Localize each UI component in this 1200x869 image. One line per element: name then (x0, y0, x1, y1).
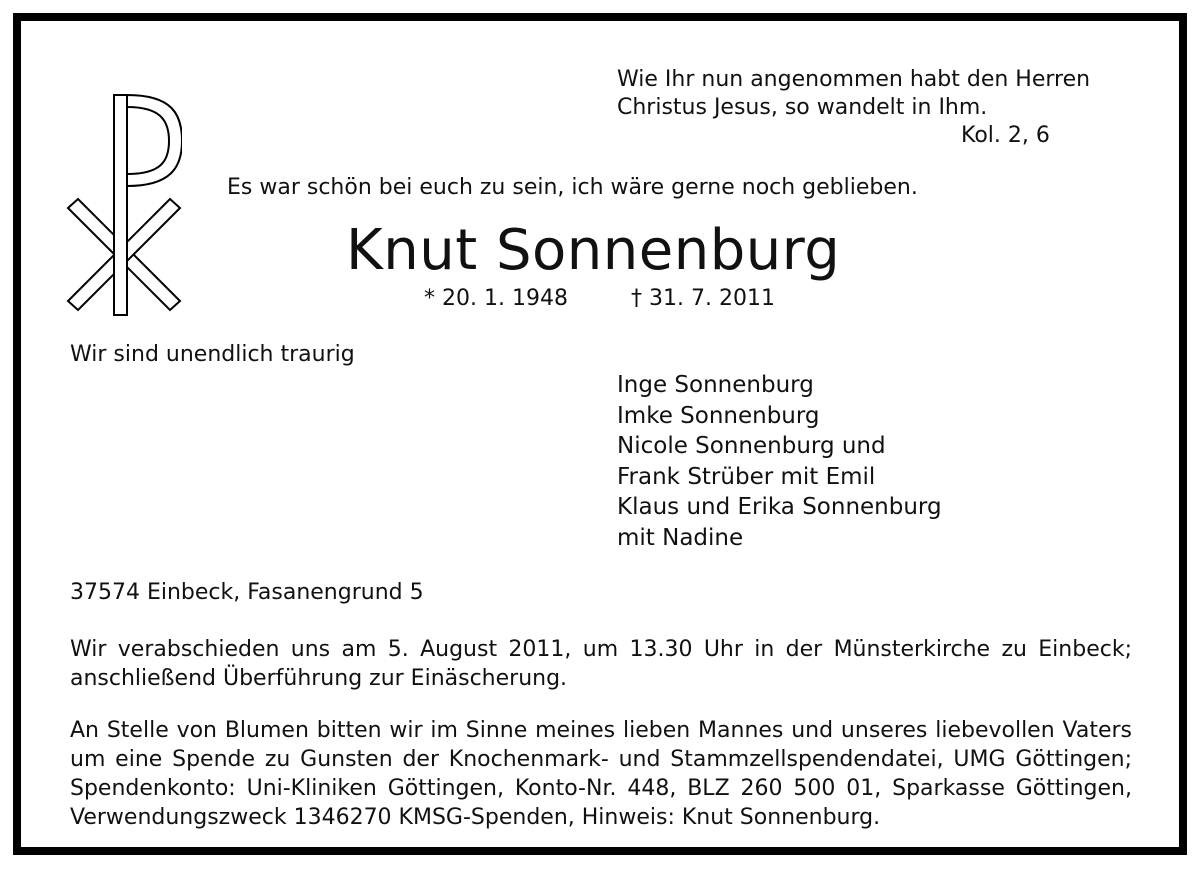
bible-verse-line-1: Wie Ihr nun angenommen habt den Herren (617, 67, 1091, 92)
death-date: † 31. 7. 2011 (631, 286, 775, 311)
family-member: Inge Sonnenburg (617, 372, 814, 398)
family-member: Imke Sonnenburg (617, 402, 820, 429)
mourning-line: Wir sind unendlich traurig (70, 342, 355, 367)
birth-date: * 20. 1. 1948 (424, 286, 568, 311)
family-member: Frank Strüber mit Emil (617, 463, 876, 490)
family-member: mit Nadine (617, 524, 744, 551)
family-list (617, 370, 942, 553)
chi-rho-icon (66, 92, 182, 318)
bible-verse-line-2: Christus Jesus, so wandelt in Ihm. (617, 95, 988, 120)
family-member: Nicole Sonnenburg und (617, 433, 886, 459)
donation-paragraph: An Stelle von Blumen bitten wir im Sinne meines lieben Mannes und unseres liebevollen Vaters um eine Spende zu Gunsten der Knochenmark- und Stammzellspendendatei, UMG Göttingen; Spendenkonto: Uni-Kliniken Göttingen, Konto-Nr. 448, BLZ 260 500 01, Sparkasse Göttingen, Verwendungszweck 1346270 KMSG-Spenden, Hinweis: Knut Sonnenburg. (70, 718, 1132, 830)
family-address: 37574 Einbeck, Fasanengrund 5 (70, 580, 424, 605)
ceremony-paragraph: Wir verabschieden uns am 5. August 2011, um 13.30 Uhr in der Münsterkirche zu Einbeck; anschließend Überführung zur Einäscherung. (70, 637, 1132, 691)
bible-verse (617, 66, 1090, 122)
deceased-name: Knut Sonnenburg (346, 218, 841, 283)
family-member: Klaus und Erika Sonnenburg (617, 494, 942, 520)
bible-verse-reference: Kol. 2, 6 (961, 123, 1050, 148)
motto-line: Es war schön bei euch zu sein, ich wäre gerne noch geblieben. (227, 175, 918, 200)
